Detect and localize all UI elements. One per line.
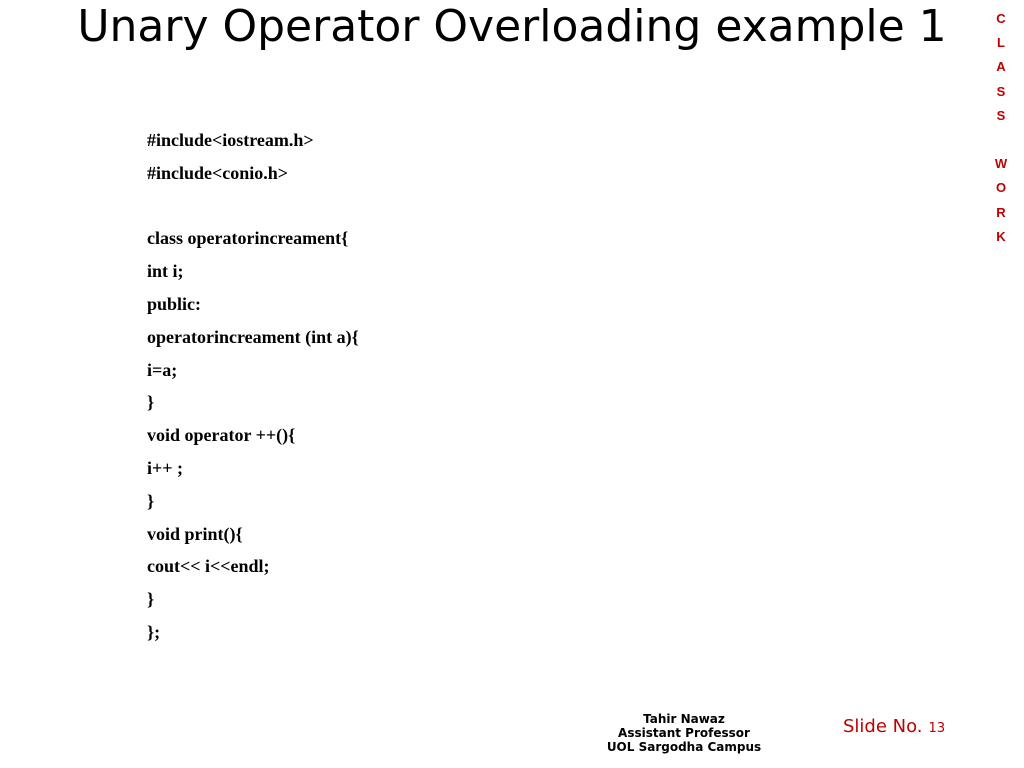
- code-line: #include<iostream.h>: [147, 130, 314, 150]
- code-line: }: [147, 392, 155, 413]
- code-line: }: [147, 490, 155, 511]
- author-title: Assistant Professor: [618, 726, 750, 740]
- vertical-letter: L: [997, 35, 1005, 51]
- author-name: Tahir Nawaz: [643, 712, 725, 726]
- code-line: };: [147, 621, 161, 642]
- code-line: i=a;: [147, 359, 178, 380]
- vertical-letter: S: [996, 107, 1006, 123]
- vertical-letter: O: [995, 180, 1007, 196]
- code-line: public:: [147, 293, 202, 314]
- code-line: void operator ++(){: [147, 425, 296, 446]
- code-line: void print(){: [147, 523, 243, 544]
- code-line: i++ ;: [147, 457, 184, 478]
- code-line: class operatorincreament{: [147, 228, 349, 249]
- code-block: [147, 128, 359, 653]
- code-line: int i;: [147, 261, 184, 282]
- vertical-letter: K: [996, 228, 1006, 244]
- author-campus: UOL Sargodha Campus: [606, 740, 762, 754]
- vertical-letter: A: [996, 59, 1006, 75]
- vertical-letter: W: [994, 156, 1008, 172]
- slide-number-label: Slide No.: [843, 716, 923, 737]
- vertical-letter: C: [996, 11, 1006, 26]
- code-line: [147, 194, 359, 227]
- author-signature: [566, 712, 802, 754]
- vertical-letter: R: [996, 204, 1006, 220]
- code-line: operatorincreament (int a){: [147, 326, 359, 347]
- code-line: cout<< i<<endl;: [147, 556, 270, 577]
- slide-number-value: 13: [928, 721, 946, 736]
- class-work-vertical-label: [986, 10, 1016, 252]
- code-line: }: [147, 589, 155, 610]
- slide-title: Unary Operator Overloading example 1: [77, 1, 947, 52]
- code-line: #include<conio.h>: [147, 162, 289, 183]
- vertical-letter: S: [996, 83, 1006, 99]
- slide-number: [843, 716, 945, 737]
